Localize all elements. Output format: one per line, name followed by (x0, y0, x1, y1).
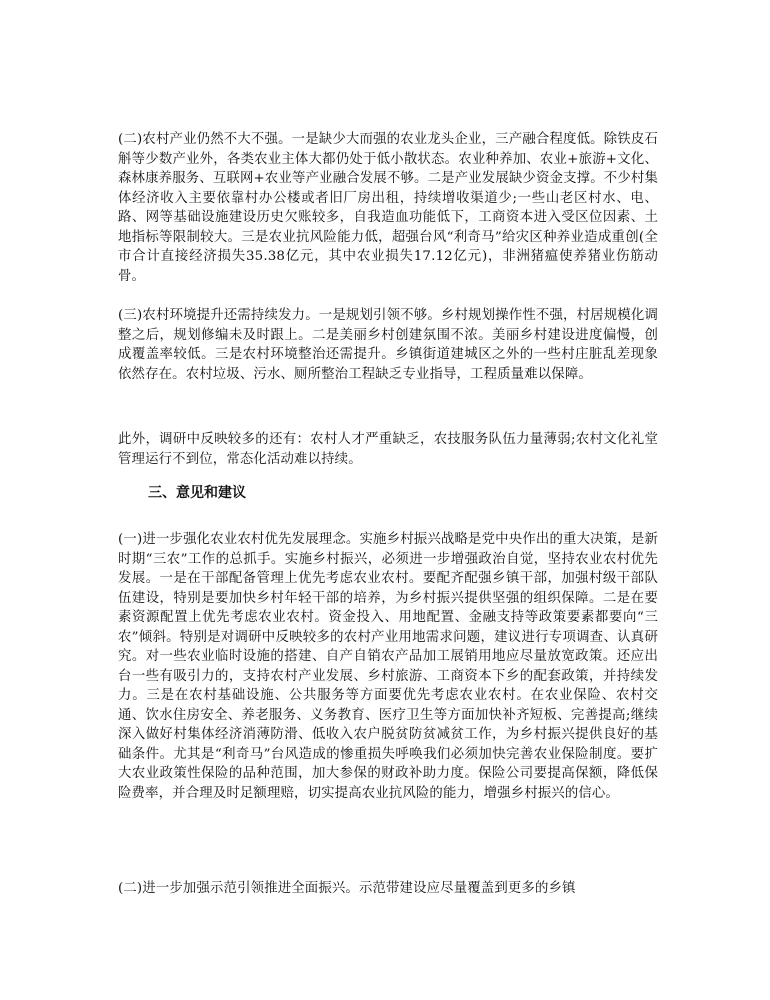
paragraph-rural-environment: (三)农村环境提升还需持续发力。一是规划引领不够。乡村规划操作性不强，村居规模化调整之后，规划修编未及时跟上。二是美丽乡村创建氛围不浓。美丽乡村建设进度偏慢，创成覆盖率较低。三是农村环境整治还需提升。乡镇街道建城区之外的一些村庄脏乱差现象依然存在。农村垃圾、污水、厕所整治工程缺乏专业指导，工程质量难以保障。 (118, 308, 658, 382)
paragraph-industry-weakness: (二)农村产业仍然不大不强。一是缺少大而强的农业龙头企业，三产融合程度低。除铁皮石斛等少数产业外，各类农业主体大都仍处于低小散状态。农业种养加、农业+旅游+文化、森林康养服务、互联网+农业等产业融合发展不够。二是产业发展缺少资金支撑。不少村集体经济收入主要依靠村办公楼或者旧厂房出租，持续增收渠道少;一些山老区村水、电、路、网等基础设施建设历史欠账较多，自我造血功能低下，工商资本进入受区位因素、土地指标等限制较大。三是农业抗风险能力低，超强台风“利奇马”给灾区种养业造成重创(全市合计直接经济损失35.38亿元，其中农业损失17.12亿元)，非洲猪瘟使养猪业伤筋动骨。 (118, 132, 658, 284)
paragraph-demonstration: (二)进一步加强示范引领推进全面振兴。示范带建设应尽量覆盖到更多的乡镇 (118, 881, 576, 896)
paragraph-priority-development: (一)进一步强化农业农村优先发展理念。实施乡村振兴战略是党中央作出的重大决策，是新时期“三农”工作的总抓手。实施乡村振兴，必须进一步增强政治自觉，坚持农业农村优先发展。一是在干部配备管理上优先考虑农业农村。要配齐配强乡镇干部，加强村级干部队伍建设，特别是要加快乡村年轻干部的培养，为乡村振兴提供坚强的组织保障。二是在要素资源配置上优先考虑农业农村。资金投入、用地配置、金融支持等政策要素都要向“三农”倾斜。特别是对调研中反映较多的农村产业用地需求问题，建议进行专项调查、认真研究。对一些农业临时设施的搭建、自产自销农产品加工展销用地应尽量放宽政策。还应出台一些有吸引力的，支持农村产业发展、乡村旅游、工商资本下乡的配套政策，并持续发力。三是在农村基础设施、公共服务等方面要优先考虑农业农村。在农业保险、农村交通、饮水住房安全、养老服务、义务教育、医疗卫生等方面加快补齐短板、完善提高;继续深入做好村集体经济消薄防滑、低收入农户脱贫防贫减贫工作，为乡村振兴提供良好的基础条件。尤其是“利奇马”台风造成的惨重损失呼唤我们必须加快完善农业保险制度。要扩大农业政策性保险的品种范围，加大参保的财政补助力度。保险公司要提高保额，降低保险费率，并合理及时足额理赔，切实提高农业抗风险的能力，增强乡村振兴的信心。 (118, 532, 658, 801)
section-heading-suggestions: 三、意见和建议 (148, 485, 246, 501)
paragraph-additional-issues: 此外，调研中反映较多的还有：农村人才严重缺乏，农技服务队伍力量薄弱;农村文化礼堂管理运行不到位，常态化活动难以持续。 (118, 432, 658, 467)
